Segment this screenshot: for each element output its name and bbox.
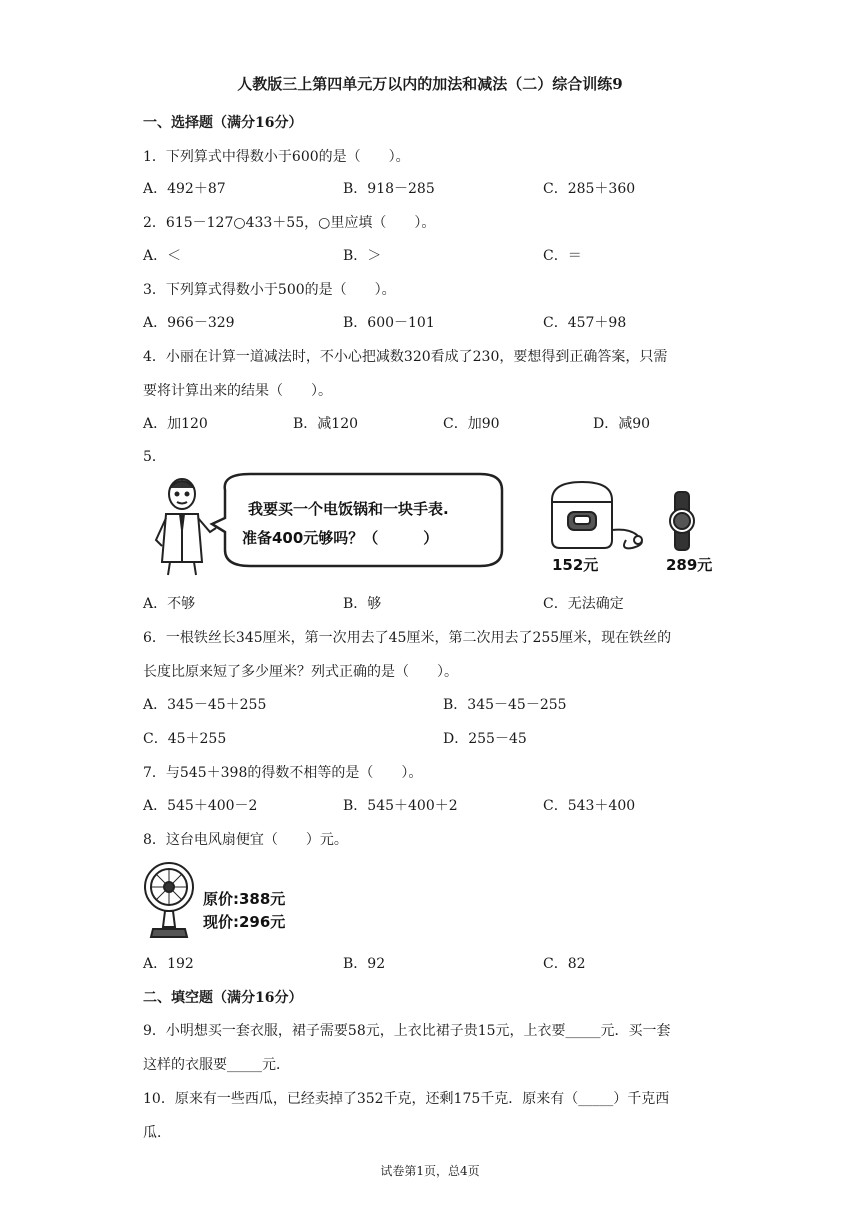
q4-option-a: A．加120 <box>143 416 208 432</box>
q2-option-a: A．＜ <box>143 248 182 264</box>
question-2: 2．615－127○433＋55，○里应填（ ）。 <box>143 215 436 231</box>
question-9-line2: 这样的衣服要_____元． <box>143 1057 290 1073</box>
q2-option-b: B．＞ <box>343 248 382 264</box>
page-title: 人教版三上第四单元万以内的加法和减法（二）综合训练9 <box>237 75 623 93</box>
rice-cooker-icon <box>552 482 642 548</box>
watch-icon <box>670 492 694 550</box>
q7-option-c: C．543＋400 <box>543 798 636 814</box>
question-10-line1: 10．原来有一些西瓜，已经卖掉了352千克，还剩175千克．原来有（_____）千克西 <box>143 1091 670 1107</box>
question-8: 8．这台电风扇便宜（ ）元。 <box>143 832 348 848</box>
question-7: 7．与545＋398的得数不相等的是（ ）。 <box>143 765 423 781</box>
watch-price: 289元 <box>666 556 713 574</box>
q5-illustration <box>150 470 720 580</box>
q1-option-b: B．918－285 <box>343 181 435 197</box>
question-9-line1: 9．小明想买一套衣服，裙子需要58元，上衣比裙子贵15元，上衣要_____元．买一套 <box>143 1023 671 1039</box>
q5-option-a: A．不够 <box>143 596 196 612</box>
question-10-line2: 瓜． <box>143 1125 171 1141</box>
q8-option-a: A．192 <box>143 956 194 972</box>
q6-option-c: C．45＋255 <box>143 731 227 747</box>
bubble-text-line1: 我要买一个电饭锅和一块手表. <box>248 500 449 518</box>
q8-option-b: B．92 <box>343 956 386 972</box>
q1-option-a: A．492＋87 <box>143 181 226 197</box>
question-6-line2: 长度比原来短了多少厘米？列式正确的是（ ）。 <box>143 664 458 680</box>
q3-option-a: A．966－329 <box>143 315 235 331</box>
speech-bubble <box>212 474 502 566</box>
question-4-line1: 4．小丽在计算一道减法时，不小心把减数320看成了230，要想得到正确答案，只需 <box>143 349 668 365</box>
q4-option-c: C．加90 <box>443 416 500 432</box>
q7-option-a: A．545＋400－2 <box>143 798 258 814</box>
man-figure-icon <box>156 479 216 575</box>
current-price: 现价:296元 <box>203 913 286 931</box>
original-price: 原价:388元 <box>203 890 286 908</box>
page-footer: 试卷第1页，总4页 <box>380 1164 480 1178</box>
q5-option-b: B．够 <box>343 596 382 612</box>
rice-cooker-price: 152元 <box>552 556 599 574</box>
section-fill-heading: 二、填空题（满分16分） <box>143 990 303 1006</box>
electric-fan-icon <box>145 863 193 937</box>
question-3: 3．下列算式得数小于500的是（ ）。 <box>143 282 396 298</box>
question-1: 1．下列算式中得数小于600的是（ ）。 <box>143 149 410 165</box>
q3-option-c: C．457＋98 <box>543 315 627 331</box>
q6-option-a: A．345－45＋255 <box>143 697 267 713</box>
q6-option-d: D．255－45 <box>443 731 527 747</box>
q2-option-c: C．＝ <box>543 248 582 264</box>
q3-option-b: B．600－101 <box>343 315 435 331</box>
q4-option-b: B．减120 <box>293 416 359 432</box>
q8-illustration <box>143 857 303 942</box>
q5-option-c: C．无法确定 <box>543 596 624 612</box>
q1-option-c: C．285＋360 <box>543 181 636 197</box>
q4-option-d: D．减90 <box>593 416 651 432</box>
question-5: 5． <box>143 449 166 465</box>
bubble-text-line2: 准备400元够吗？（ ） <box>242 529 439 547</box>
question-4-line2: 要将计算出来的结果（ ）。 <box>143 383 332 399</box>
q6-option-b: B．345－45－255 <box>443 697 567 713</box>
section-choice-heading: 一、选择题（满分16分） <box>143 115 303 131</box>
q7-option-b: B．545＋400＋2 <box>343 798 458 814</box>
question-6-line1: 6．一根铁丝长345厘米，第一次用去了45厘米，第二次用去了255厘米，现在铁丝的 <box>143 630 672 646</box>
q8-option-c: C．82 <box>543 956 586 972</box>
